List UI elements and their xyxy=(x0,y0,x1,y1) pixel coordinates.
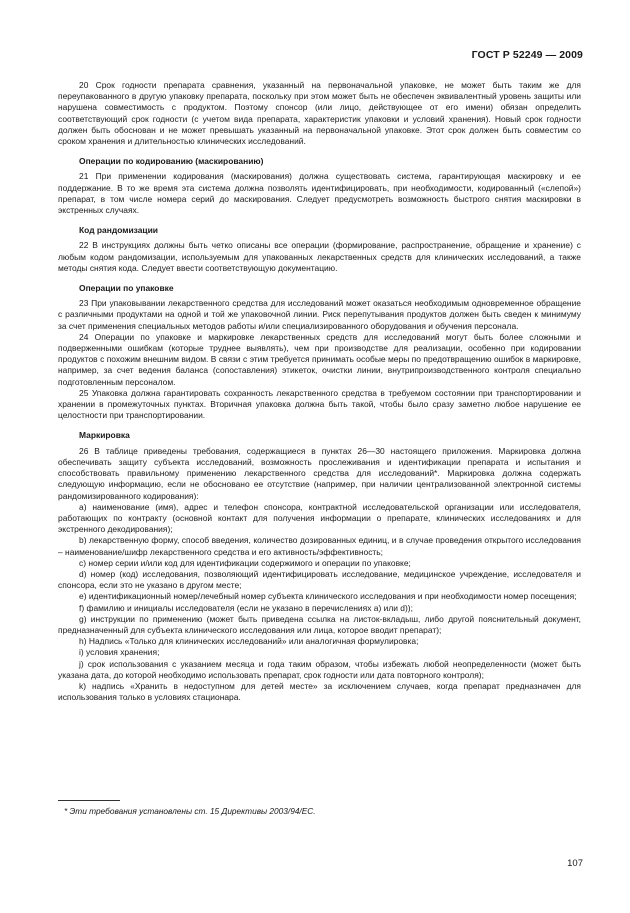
heading-randomization: Код рандомизации xyxy=(79,225,158,236)
label-item-i: i) условия хранения; xyxy=(79,647,160,658)
label-item-a: a) наименование (имя), адрес и телефон спонсора, контрактной исследовательской организации или исследователя, работающих по контракту (основной контакт для получения информации о препарате, клинических исследованиях и для экстренного декодирования); xyxy=(58,501,581,535)
label-item-d: d) номер (код) исследования, позволяющий идентифицировать исследование, медицинское учреждение, исследователя и спонсора, если это не указано в другом месте; xyxy=(58,568,581,591)
paragraph-26: 26 В таблице приведены требования, содержащиеся в пунктах 26—30 настоящего приложения. Маркировка должна обеспечивать защиту субъекта исследований, возможность прослеживания и идентификации препарата и испытания и способствовать правильному применению лекарственного средства для исследований*. Маркировка должна содержать следующую информацию, если не обосновано ее отсутствие (например, при наличии централизованной электронной системы рандомизированного кодирования): xyxy=(58,445,581,501)
paragraph-20: 20 Срок годности препарата сравнения, указанный на первоначальной упаковке, не может быть таким же для переупакованного в другую упаковку препарата, поскольку при этом может быть не обеспечен эквивалентный уровень защиты или нарушена совместимость с продуктом. Поэтому спонсор (или лицо, действующее от его имени) обязан определить соответствующий срок годности (с учетом вида препарата, характеристик упаковки и условий хранения). Новый срок годности должен быть обоснован и не может превышать указанный на первоначальной упаковке. Этот срок должен быть совместим со сроком хранения и длительностью клинических исследований. xyxy=(58,80,581,147)
document-body xyxy=(58,80,581,703)
page-number: 107 xyxy=(567,858,583,869)
footnote-divider xyxy=(58,800,120,801)
label-item-h: h) Надпись «Только для клинических исследований» или аналогичная формулировка; xyxy=(79,636,419,647)
label-item-k: k) надпись «Хранить в недоступном для детей месте» за исключением случаев, когда препарат предназначен для использования только в условиях стационара. xyxy=(58,680,581,703)
standard-header: ГОСТ Р 52249 — 2009 xyxy=(471,49,583,61)
footnote: * Эти требования установлены ст. 15 Директивы 2003/94/ЕС. xyxy=(64,806,316,816)
label-item-c: c) номер серии и/или код для идентификации содержимого и операции по упаковке; xyxy=(79,557,411,568)
label-item-f: f) фамилию и инициалы исследователя (если не указано в перечислениях a) или d)); xyxy=(79,602,413,613)
paragraph-23: 23 При упаковывании лекарственного средства для исследований может оказаться необходимым одновременное обращение с различными продуктами на одной и той же упаковочной линии. Риск перепутывания продуктов должен быть сведен к минимуму за счет применения специальных методов работы и/или специализированного оборудования и обучения персонала. xyxy=(58,298,581,331)
label-item-e: e) идентификационный номер/лечебный номер субъекта клинического исследования и при необходимости номер посещения; xyxy=(79,591,577,602)
paragraph-21: 21 При применении кодирования (маскирования) должна существовать система, гарантирующая маскировку и ее поддержание. В то же время эта система должна позволять идентифицировать, при необходимости, кодированный («слепой») препарат, в том числе номера серий до маскирования. Следует предусмотреть возможность быстрого снятия маскировки в экстренных случаях. xyxy=(58,171,581,216)
paragraph-22: 22 В инструкциях должны быть четко описаны все операции (формирование, распространение, обращение и хранение) с любым кодом рандомизации, используемым для упакованных лекарственных средств для клинических исследований, а также методы снятия кода. Следует ввести соответствующую документацию. xyxy=(58,240,581,273)
heading-coding: Операции по кодированию (маскированию) xyxy=(79,156,264,167)
heading-labeling: Маркировка xyxy=(79,430,130,441)
label-item-b: b) лекарственную форму, способ введения, количество дозированных единиц, и в случае проведения открытого исследования – наименование/шифр лекарственного средства и его активность/эффективность; xyxy=(58,535,581,557)
label-item-g: g) инструкции по применению (может быть приведена ссылка на листок-вкладыш, либо другой пояснительный документ, предназначенный для субъекта клинического исследования или лица, которое вводит препарат); xyxy=(58,613,581,635)
heading-packaging: Операции по упаковке xyxy=(79,283,174,294)
label-item-j: j) срок использования с указанием месяца и года таким образом, чтобы избежать любой неопределенности (может быть указана дата, до которой необходимо использовать препарат, срок годности или дата повторного контроля); xyxy=(58,658,581,680)
paragraph-25: 25 Упаковка должна гарантировать сохранность лекарственного средства в требуемом состоянии при транспортировании и хранении в промежуточных пунктах. Вторичная упаковка должна быть такой, чтобы было сразу заметно любое нарушение ее целостности при транспортировании. xyxy=(58,387,581,421)
paragraph-24: 24 Операции по упаковке и маркировке лекарственных средств для исследований могут быть более сложными и подверженными ошибкам (которые труднее выявлять), чем при производстве для реализации, особенно при кодировании продуктов с похожим внешним видом. В связи с этим требуется принимать особые меры по предотвращению ошибок в маркировке, например, за счет ведения баланса (сопоставления) этикеток, очистки линии, внутрипроизводственного контроля специально подготовленным персоналом. xyxy=(58,331,581,387)
